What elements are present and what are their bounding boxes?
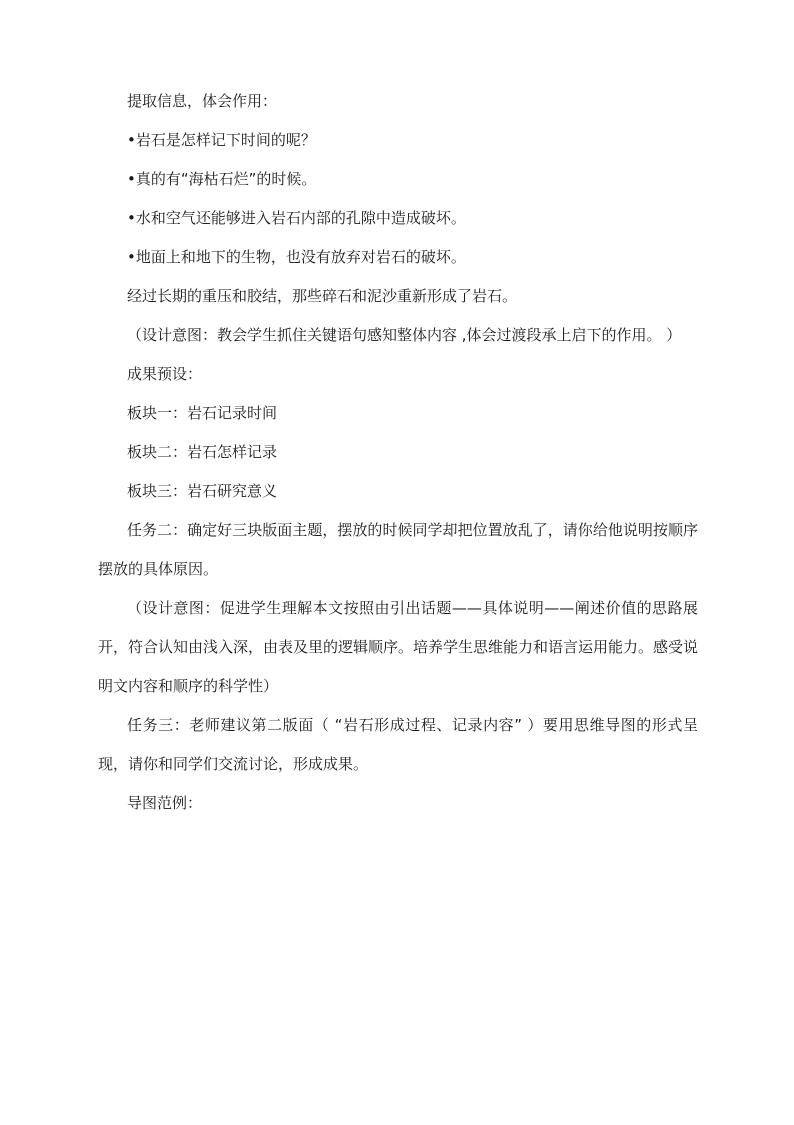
task-two-paragraph: 任务二：确定好三块版面主题，摆放的时候同学却把位置放乱了，请你给他说明按顺序摆放的具体原因。 [98, 521, 698, 578]
block-item: 板块二：岩石怎样记录 [127, 443, 278, 461]
bullet-item: •岩石是怎样记下时间的呢？ [127, 131, 316, 149]
paragraph-text: 经过长期的重压和胶结，那些碎石和泥沙重新形成了岩石。 [127, 287, 518, 305]
block-item: 板块三：岩石研究意义 [127, 482, 278, 500]
design-intent-paragraph: （设计意图：促进学生理解本文按照由引出话题——具体说明——阐述价值的思路展开，符合认知由浅入深，由表及里的逻辑顺序。培养学生思维能力和语言运用能力。感受说明文内容和顺序的科学性） [98, 599, 699, 695]
task-three-paragraph: 任务三：老师建议第二版面（ “岩石形成过程、记录内容” ）要用思维导图的形式呈现，请你和同学们交流讨论，形成成果。 [98, 716, 698, 773]
section-heading-extract-info: 提取信息，体会作用： [127, 92, 278, 110]
block-item: 板块一：岩石记录时间 [127, 404, 278, 422]
document-body [98, 82, 698, 823]
bullet-item: •地面上和地下的生物，也没有放弃对岩石的破坏。 [127, 248, 466, 266]
section-heading-outcome: 成果预设： [127, 365, 203, 383]
design-intent-note: （设计意图：教会学生抓住关键语句感知整体内容 ,体会过渡段承上启下的作用。 ） [127, 326, 682, 344]
mindmap-example-label: 导图范例： [127, 794, 203, 812]
bullet-item: •真的有“海枯石烂”的时候。 [127, 170, 317, 188]
bullet-item: •水和空气还能够进入岩石内部的孔隙中造成破坏。 [127, 209, 466, 227]
